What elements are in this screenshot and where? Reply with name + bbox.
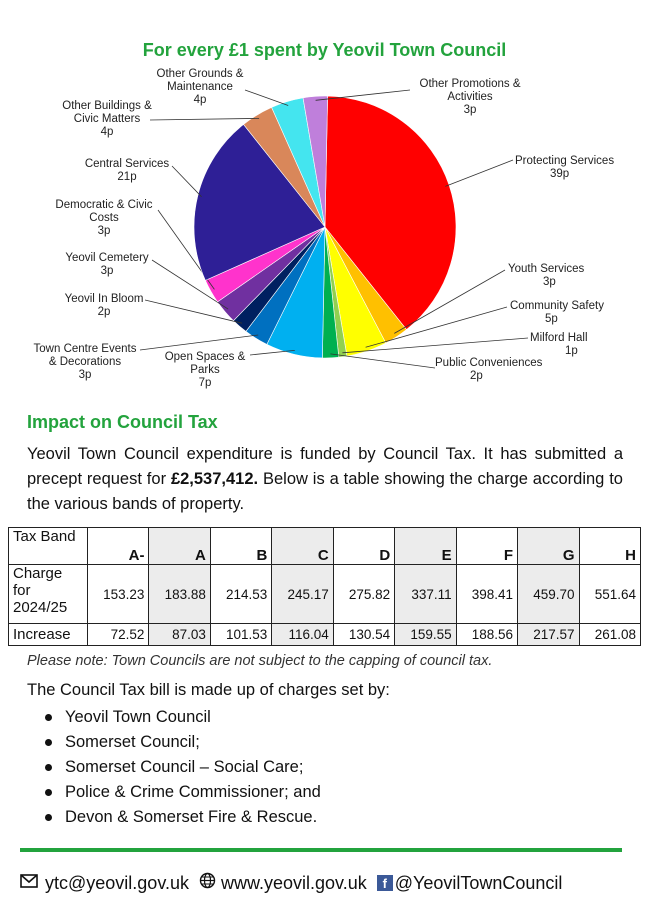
increase-cell: 261.08 — [579, 624, 641, 646]
band-header: F — [456, 528, 517, 565]
charge-cell: 214.53 — [210, 565, 271, 624]
slice-value: 7p — [198, 377, 212, 389]
slice-value: 4p — [193, 94, 207, 106]
slice-value: 39p — [550, 168, 570, 180]
envelope-icon — [20, 873, 40, 894]
increase-cell: 87.03 — [149, 624, 210, 646]
increase-cell: 130.54 — [333, 624, 394, 646]
slice-value: 4p — [100, 126, 114, 138]
increase-cell: 116.04 — [272, 624, 333, 646]
leader-line — [445, 160, 513, 186]
slice-label: Other Grounds & Maintenance 4p — [156, 68, 244, 106]
slice-label: Other Buildings & Civic Matters 4p — [62, 100, 152, 138]
charge-row-label: Charge for 2024/25 — [9, 565, 88, 624]
bullet-icon — [45, 739, 52, 746]
pie-chart-title: For every £1 spent by Yeovil Town Council — [142, 40, 507, 60]
slice-label: Other Promotions & Activities 3p — [419, 78, 521, 116]
website-link[interactable]: www.yeovil.gov.uk — [221, 872, 367, 893]
band-header: E — [395, 528, 456, 565]
slice-value: 2p — [470, 370, 483, 382]
globe-icon — [199, 872, 216, 894]
facebook-icon: f — [377, 875, 393, 891]
slice-value: 5p — [545, 313, 558, 325]
list-item-text: Yeovil Town Council — [65, 708, 211, 726]
list-item — [27, 780, 321, 805]
slice-label: Community Safety 5p — [510, 300, 604, 325]
list-item-text: Somerset Council; — [65, 733, 200, 751]
bill-list — [27, 705, 321, 830]
charge-cell: 245.17 — [272, 565, 333, 624]
email-link[interactable]: ytc@yeovil.gov.uk — [45, 872, 189, 893]
slice-value: 3p — [463, 104, 477, 116]
increase-row-label: Increase — [9, 624, 88, 646]
slice-value: 3p — [97, 225, 111, 237]
band-header-row — [9, 528, 641, 565]
increase-cell: 72.52 — [88, 624, 149, 646]
leader-line — [140, 335, 258, 350]
list-item — [27, 730, 321, 755]
list-item-text: Police & Crime Commissioner; and — [65, 783, 321, 801]
slice-label: Town Centre Events & Decorations 3p — [33, 343, 137, 381]
precept-amount: £2,537,412. — [170, 470, 259, 488]
band-header: H — [579, 528, 641, 565]
leader-line — [330, 354, 435, 368]
slice-label: Yeovil In Bloom 2p — [64, 293, 144, 318]
slice-label: Protecting Services 39p — [515, 155, 615, 180]
charge-cell: 183.88 — [149, 565, 210, 624]
increase-cell: 217.57 — [518, 624, 579, 646]
slice-value: 3p — [543, 276, 556, 288]
charge-cell: 459.70 — [518, 565, 579, 624]
charge-cell: 551.64 — [579, 565, 641, 624]
band-header: G — [518, 528, 579, 565]
charge-cell: 153.23 — [88, 565, 149, 624]
intro-text-start: Yeovil Town Council expenditure is funded by Council Tax. It has submitted a precept request for — [27, 445, 623, 488]
slice-label: Milford Hall 1p — [530, 332, 588, 357]
slice-value: 21p — [117, 171, 137, 183]
band-header: D — [333, 528, 394, 565]
pie-chart — [0, 30, 649, 400]
bullet-icon — [45, 814, 52, 821]
footer-divider — [20, 848, 622, 852]
band-header: A — [149, 528, 210, 565]
band-header: A- — [88, 528, 149, 565]
bullet-icon — [45, 789, 52, 796]
social-link[interactable]: @YeovilTownCouncil — [394, 872, 563, 893]
bullet-icon — [45, 764, 52, 771]
impact-heading: Impact on Council Tax — [27, 412, 218, 432]
list-item — [27, 705, 321, 730]
list-item — [27, 805, 321, 830]
charge-cell: 398.41 — [456, 565, 517, 624]
increase-cell: 101.53 — [210, 624, 271, 646]
council-tax-table — [8, 527, 641, 646]
slice-label: Yeovil Cemetery 3p — [65, 252, 149, 277]
contact-footer — [20, 872, 640, 894]
impact-intro — [27, 442, 623, 517]
list-item — [27, 755, 321, 780]
slice-value: 2p — [97, 306, 111, 318]
leader-line — [245, 90, 288, 106]
charge-cell: 337.11 — [395, 565, 456, 624]
leader-line — [150, 118, 259, 120]
slice-value: 1p — [565, 345, 578, 357]
capping-note: Please note: Town Councils are not subject to the capping of council tax. — [27, 653, 493, 669]
intro-text-end: Below is a table showing the charge according to the various bands of property. — [27, 470, 623, 513]
bullet-icon — [45, 714, 52, 721]
slice-label: Open Spaces & Parks 7p — [164, 351, 246, 389]
list-item-text: Devon & Somerset Fire & Rescue. — [65, 808, 318, 826]
band-header: C — [272, 528, 333, 565]
slice-label: Central Services 21p — [84, 158, 170, 183]
increase-cell: 188.56 — [456, 624, 517, 646]
charge-cell: 275.82 — [333, 565, 394, 624]
increase-row — [9, 624, 641, 646]
band-header-label: Tax Band — [9, 528, 88, 565]
slice-value: 3p — [100, 265, 114, 277]
leader-line — [172, 166, 202, 197]
band-header: B — [210, 528, 271, 565]
leader-line — [316, 90, 410, 100]
slice-label: Public Conveniences 2p — [435, 357, 543, 382]
slice-label: Democratic & Civic Costs 3p — [55, 199, 153, 237]
slice-label: Youth Services 3p — [508, 263, 585, 288]
charge-row — [9, 565, 641, 624]
slice-value: 3p — [78, 369, 92, 381]
increase-cell: 159.55 — [395, 624, 456, 646]
list-item-text: Somerset Council – Social Care; — [65, 758, 304, 776]
bill-intro: The Council Tax bill is made up of charges set by: — [27, 681, 390, 699]
